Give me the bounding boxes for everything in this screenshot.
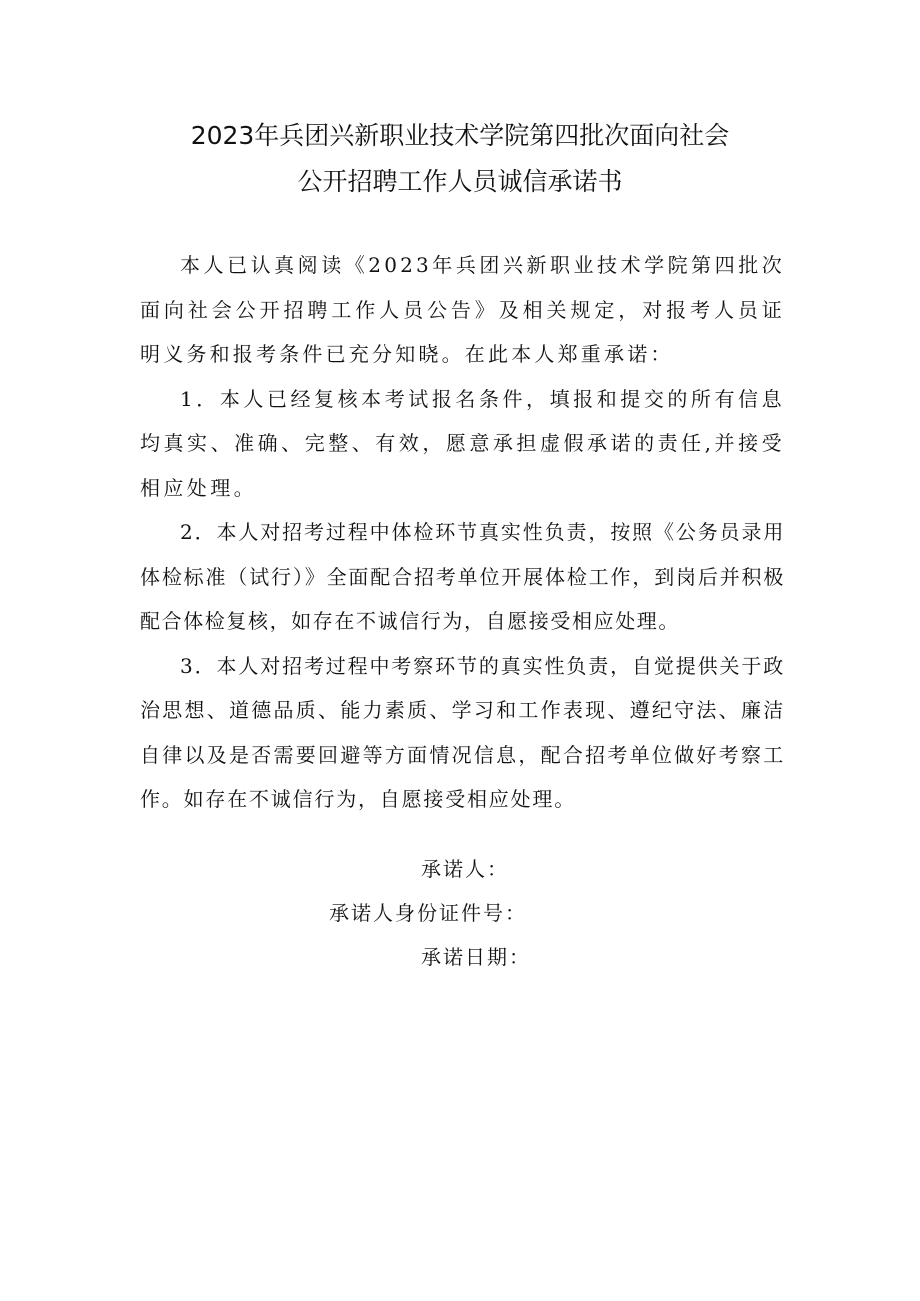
paragraph-commitment-2: 2．本人对招考过程中体检环节真实性负责，按照《公务员录用体检标准（试行）》全面配合招考单位开展体检工作，到岗后并积极配合体检复核，如存在不诚信行为，自愿接受相应处理。 — [140, 520, 785, 633]
document-title-line-2: 公开招聘工作人员诚信承诺书 — [297, 167, 623, 196]
promise-date-label: 承诺日期： — [421, 945, 531, 969]
document-title-line-1: 2023年兵团兴新职业技术学院第四批次面向社会 — [190, 121, 730, 150]
promisor-id-label: 承诺人身份证件号： — [329, 901, 527, 925]
paragraph-intro: 本人已认真阅读《2023年兵团兴新职业技术学院第四批次面向社会公开招聘工作人员公告》及相关规定，对报考人员证明义务和报考条件已充分知晓。在此本人郑重承诺： — [140, 253, 785, 366]
document-body — [140, 243, 785, 822]
paragraph-commitment-1: 1．本人已经复核本考试报名条件，填报和提交的所有信息均真实、准确、完整、有效，愿意承担虚假承诺的责任,并接受相应处理。 — [140, 386, 785, 500]
paragraph-commitment-3: 3．本人对招考过程中考察环节的真实性负责，自觉提供关于政治思想、道德品质、能力素质、学习和工作表现、遵纪守法、廉洁自律以及是否需要回避等方面情况信息，配合招考单位做好考察工作。如存在不诚信行为，自愿接受相应处理。 — [140, 653, 785, 811]
promisor-label: 承诺人： — [421, 857, 509, 881]
